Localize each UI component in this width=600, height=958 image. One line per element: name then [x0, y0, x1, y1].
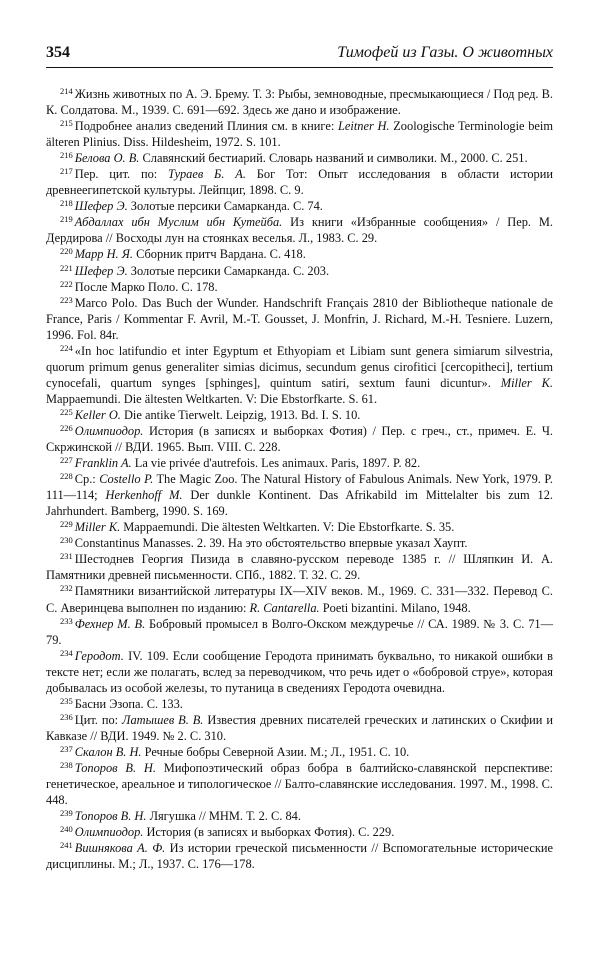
endnote-218 — [46, 198, 553, 214]
endnote-221 — [46, 263, 553, 279]
endnote-text: Constantinus Manasses. 2. 39. На это обстоятельство впервые указал Хаупт. — [74, 536, 468, 551]
cited-author: Скалон В. Н. — [74, 744, 142, 759]
endnote-235 — [46, 696, 553, 712]
cited-author: Фехнер М. В. — [74, 616, 146, 631]
endnote-text: Marco Polo. Das Buch der Wunder. Handschrift Français 2810 der Bibliotheque nationale de France, Paris / Kommentar F. Avril, M.-T. Gousset, J. Monfrin, J. Richard, M.-H. Tesniere. Luzern, 1996. Fol. 84r. — [46, 295, 553, 342]
endnote-220 — [46, 246, 553, 262]
endnote-number: 233 — [60, 615, 73, 626]
endnote-text: Zoologische Terminologie beim älteren Plinius. Diss. Hildesheim, 1972. S. 101. — [46, 119, 554, 150]
endnote-225 — [46, 407, 553, 423]
endnote-number: 226 — [60, 422, 73, 433]
endnote-text: Ср.: — [74, 472, 100, 487]
endnote-number: 236 — [60, 711, 73, 722]
endnote-text: Mappaemundi. Die ältesten Weltkarten. V: Die Ebstorfkarte. S. 61. — [46, 391, 378, 406]
endnote-216 — [46, 150, 553, 166]
endnote-number: 225 — [60, 406, 73, 417]
endnote-text: Лягушка // МНМ. Т. 2. С. 84. — [146, 809, 301, 824]
endnote-number: 238 — [60, 759, 73, 770]
endnote-text: Мифопоэтический образ бобра в балтийско-славянской перспективе: генетическое, ареальное и типологическое // Балто-славянские исследования. 1997. М., 1998. С. 448. — [46, 760, 553, 808]
endnote-224 — [46, 343, 553, 407]
endnote-text: IV. 109. Если сообщение Геродота принимать буквально, то никакой ошибки в тексте нет; если же полагать, вслед за переводчиком, что речь идет о «бобровой струе», которая добывалась из особой железы, то путаница в сведениях Геродота очевидна. — [46, 648, 553, 695]
cited-author: Miller K. — [74, 520, 121, 535]
endnote-241 — [46, 840, 553, 872]
cited-author: Шефер Э. — [74, 199, 128, 214]
endnote-text: The Magic Zoo. The Natural History of Fabulous Animals. New York, 1979. P. 111—114; — [46, 472, 553, 503]
endnote-number: 220 — [60, 246, 73, 257]
cited-author: Марр Н. Я. — [74, 247, 133, 262]
endnote-number: 227 — [60, 455, 73, 466]
endnote-text: Шестоднев Георгия Пизида в славяно-русском переводе 1385 г. // Шляпкин И. А. Памятники древней письменности. СПб., 1882. Т. 32. С. 29. — [46, 552, 553, 583]
running-head — [46, 44, 553, 68]
endnote-text: Речные бобры Северной Азии. М.; Л., 1951. С. 10. — [141, 744, 410, 759]
cited-author: Топоров В. Н. — [74, 760, 156, 775]
endnote-number: 218 — [60, 198, 73, 209]
page-number: 354 — [46, 44, 70, 61]
cited-author: Keller O. — [74, 407, 121, 422]
endnote-text: Из истории греческой письменности // Вспомогательные исторические дисциплины. М.; Л., 1937. С. 176—178. — [46, 841, 553, 872]
endnote-number: 235 — [60, 695, 73, 706]
endnote-text: Бог Тот: Опыт исследования в области истории древнеегипетской культуры. Лейпциг, 1898. С. 9. — [46, 167, 553, 198]
cited-author: Тураев Б. А. — [168, 167, 246, 182]
endnote-number: 221 — [60, 262, 73, 273]
endnote-number: 230 — [60, 535, 73, 546]
endnote-number: 223 — [60, 294, 73, 305]
endnote-231 — [46, 551, 553, 583]
cited-author: Шефер Э. — [74, 263, 128, 278]
endnote-text: Цит. по: — [74, 712, 123, 727]
endnote-214 — [46, 86, 553, 118]
cited-author: Costello P. — [99, 472, 154, 487]
endnote-text: Памятники византийской литературы IX—XIV веков. М., 1969. С. 331—332. Перевод С. С. Аверинцева выполнен по изданию: — [46, 584, 553, 615]
cited-author: Белова О. В. — [74, 151, 140, 166]
endnote-240 — [46, 824, 553, 840]
endnote-text: Басни Эзопа. С. 133. — [74, 696, 183, 711]
endnote-222 — [46, 279, 553, 295]
cited-author: Вишнякова А. Ф. — [74, 841, 166, 856]
endnote-236 — [46, 712, 553, 744]
cited-author: Геродот. — [74, 648, 124, 663]
endnote-text: Сборник притч Вардана. С. 418. — [132, 247, 306, 262]
endnote-text: Пер. цит. по: — [74, 167, 169, 182]
endnote-238 — [46, 760, 553, 808]
endnote-text: История (в записях и выборках Фотия) / Пер. с греч., ст., примеч. Е. Ч. Скржинской // ВДИ. 1965. Вып. VIII. С. 228. — [46, 423, 553, 455]
endnote-text: Золотые персики Самарканда. С. 74. — [127, 199, 323, 214]
endnote-text: Die antike Tierwelt. Leipzig, 1913. Bd. I. S. 10. — [120, 407, 361, 422]
endnote-text: Известия древних писателей греческих и латинских о Скифии и Кавказе // ВДИ. 1949. № 2. С. 310. — [46, 712, 553, 743]
endnote-number: 234 — [60, 647, 73, 658]
endnote-219 — [46, 214, 553, 246]
cited-author: Абдаллах ибн Муслим ибн Кутейба. — [74, 215, 283, 230]
cited-author: Латышев В. В. — [122, 712, 204, 727]
endnote-number: 215 — [60, 118, 73, 129]
cited-author: R. Cantarella. — [249, 600, 320, 615]
endnote-text: Славянский бестиарий. Словарь названий и символики. М., 2000. С. 251. — [139, 151, 528, 166]
endnote-number: 229 — [60, 519, 73, 530]
endnote-text: После Марко Поло. С. 178. — [74, 279, 218, 294]
endnote-number: 237 — [60, 743, 73, 754]
endnote-number: 239 — [60, 808, 73, 819]
endnote-230 — [46, 535, 553, 551]
cited-author: Herkenhoff M. — [105, 488, 183, 503]
endnote-226 — [46, 423, 553, 455]
endnote-number: 219 — [60, 214, 73, 225]
endnote-number: 231 — [60, 551, 73, 562]
endnote-number: 240 — [60, 824, 73, 835]
endnotes-list — [46, 86, 553, 872]
endnote-number: 224 — [60, 342, 73, 353]
endnote-232 — [46, 583, 553, 615]
endnote-text: Жизнь животных по А. Э. Брему. Т. 3: Рыбы, земноводные, пресмыкающиеся / Под ред. В. К. Солдатова. М., 1939. С. 691—692. Здесь же дано и изображение. — [46, 87, 553, 118]
endnote-237 — [46, 744, 553, 760]
endnote-number: 216 — [60, 150, 73, 161]
endnote-text: La vie privée d'autrefois. Les animaux. Paris, 1897. P. 82. — [131, 456, 421, 471]
endnote-text: «In hoc latifundio et inter Egyptum et Ethyopiam et Libiam sunt genera simiarum silvestria, quorum primum genus generaliter simias dicimus, secundum genus cirofitici [cercopitheci], tertium cynocefali, quartum synges [sphinges], quintum satiri, sextum fauni dicuntur». — [46, 343, 553, 390]
running-title: Тимофей из Газы. О животных — [337, 44, 553, 61]
endnote-239 — [46, 808, 553, 824]
endnote-text: История (в записях и выборках Фотия). С. 229. — [143, 825, 395, 840]
endnote-number: 214 — [60, 86, 73, 96]
endnote-text: Poeti bizantini. Milano, 1948. — [319, 600, 471, 615]
cited-author: Олимпиодор. — [74, 423, 144, 438]
endnote-number: 222 — [60, 278, 73, 289]
endnote-215 — [46, 118, 553, 150]
endnote-234 — [46, 648, 553, 696]
endnote-227 — [46, 455, 553, 471]
cited-author: Топоров В. Н. — [74, 809, 147, 824]
endnote-number: 217 — [60, 166, 73, 177]
cited-author: Franklin A. — [74, 456, 132, 471]
endnote-number: 232 — [60, 583, 73, 594]
endnote-229 — [46, 519, 553, 535]
cited-author: Miller K. — [500, 375, 554, 390]
endnote-number: 228 — [60, 471, 73, 482]
endnote-text: Из книги «Избранные сообщения» / Пер. М. Дердирова // Восходы лун на стоянках веселья. Л., 1983. С. 29. — [46, 215, 553, 246]
endnote-text: Золотые персики Самарканда. С. 203. — [127, 263, 330, 278]
endnote-text: Der dunkle Kontinent. Das Afrikabild im Mittelalter bis zum 12. Jahrhundert. Bamberg, 1990. S. 169. — [46, 488, 553, 519]
cited-author: Олимпиодор. — [74, 825, 144, 840]
cited-author: Leitner H. — [337, 119, 390, 134]
endnote-233 — [46, 616, 553, 648]
endnote-number: 241 — [60, 840, 73, 851]
endnote-text: Бобровый промысел в Волго-Окском междуречье // СА. 1989. № 3. С. 71—79. — [46, 616, 553, 647]
endnote-text: Mappaemundi. Die ältesten Weltkarten. V: Die Ebstorfkarte. S. 35. — [120, 520, 455, 535]
endnote-217 — [46, 166, 553, 198]
endnote-223 — [46, 295, 553, 343]
endnote-228 — [46, 471, 553, 519]
endnote-text: Подробнее анализ сведений Плиния см. в книге: — [74, 119, 338, 134]
